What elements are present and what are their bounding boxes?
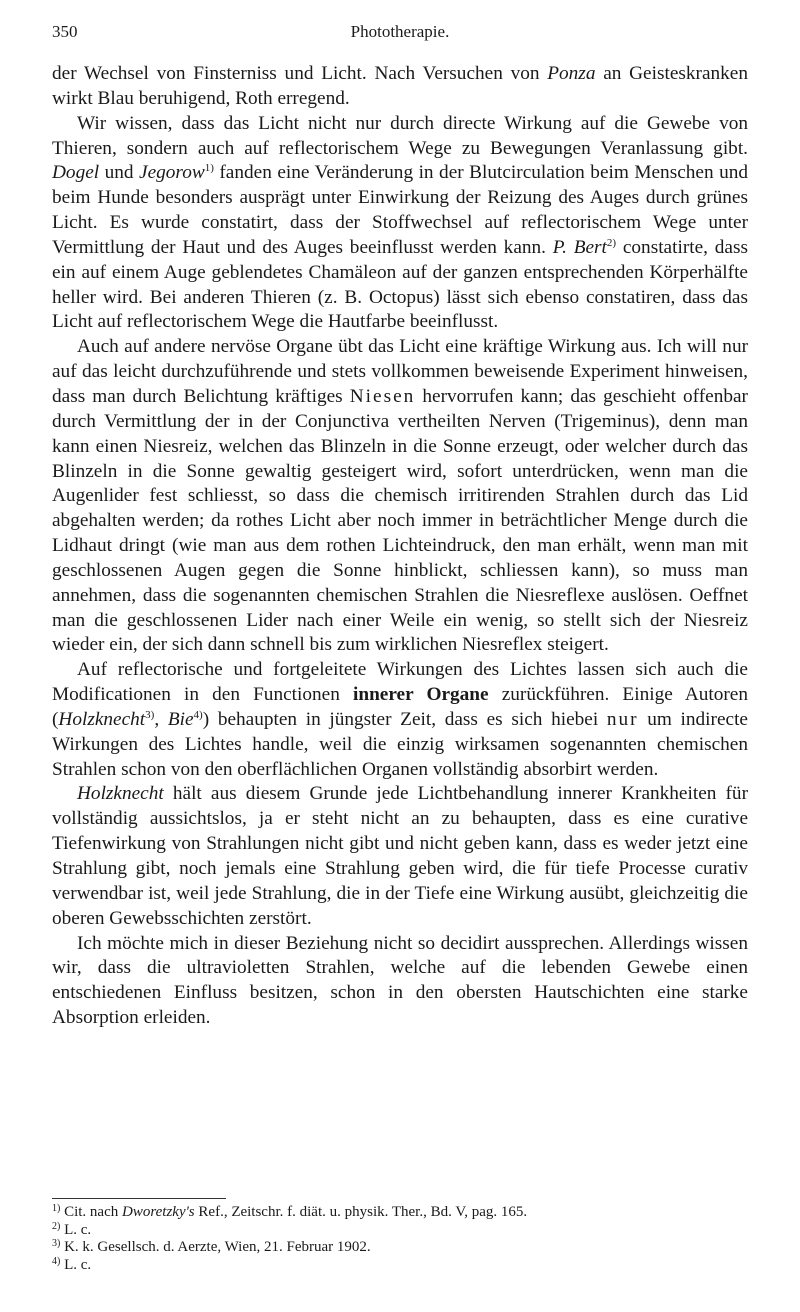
paragraph-3: Auch auf andere nervöse Organe übt das Licht eine kräftige Wirkung aus. Ich will nur auf das leicht durchzuführende und stets vollkommen beweisende Experiment hinweisen, dass man durch Belichtung kräftiges Niesen hervorrufen kann; das geschieht offenbar durch Vermittlung der in der Conjunctiva vertheilten Nerven (Trigeminus), denn man kann einen Niesreiz, welchen das Blinzeln in die Sonne erzeugt, oder welcher durch das Blinzeln in die Sonne gewaltig gesteigert wird, sofort unterdrücken, wenn man die Augenlider fest schliesst, so dass die chemisch irritirenden Strahlen durch das Lid abgehalten werden; da rothes Licht aber noch immer in beträchtlicher Menge durch die Lidhaut dringt (wie man aus dem rothen Lichteindruck, den man erhält, wenn man mit geschlossenen Augen gegen die Sonne hinblickt, schliessen kann), so muss man annehmen, dass die sogenannten chemischen Strahlen die Niesreflexe auslösen. Oeffnet man die geschlossenen Lider nach einer Weile ein wenig, so stellt sich der Niesreiz wieder ein, der sich dann schnell bis zum wirklichen Niesreflex steigert. <box>52 336 748 656</box>
footnote-divider <box>52 1198 226 1199</box>
footnote-2: $^{2)}$ L. c. <box>52 1220 92 1238</box>
author-dogel: Dogel <box>52 162 100 184</box>
page-header <box>52 18 748 48</box>
footnote-ref-4: 4) <box>193 708 203 721</box>
emphasis-innerer-organe: innerer Organe <box>352 684 489 706</box>
paragraph-4: Auf reflectorische und fortgeleitete Wirkungen des Lichtes lassen sich auch die Modificationen in den Functionen innerer Organe zurückführen. Einige Autoren (Holzknecht$^{3)}$, Bie$^{4)}$) behaupten in jüngster Zeit, dass es sich hiebei nur um indirecte Wirkungen des Lichtes handle, weil die einzig wirksamen sogenannten chemischen Strahlen schon von den oberflächlichen Organen vollständig absorbirt werden. <box>52 659 749 780</box>
author-bie: Bie <box>167 708 194 730</box>
emphasis-niesen: Niesen <box>349 385 416 407</box>
footnote-3: $^{3)}$ K. k. Gesellsch. d. Aerzte, Wien, 21. Februar 1902. <box>52 1238 371 1255</box>
footnote-1: $^{1)}$ Cit. nach Dworetzky's Ref., Zeitschr. f. diät. u. physik. Ther., Bd. V, pag. 165. <box>52 1203 528 1220</box>
running-title: Phototherapie. <box>350 22 450 41</box>
footnote-4: $^{4)}$ L. c. <box>52 1255 92 1273</box>
page-number: 350 <box>52 22 78 41</box>
body-text <box>52 62 748 1031</box>
author-jegorow: Jegorow <box>139 162 205 184</box>
footnote-ref-1: 1) <box>204 162 214 175</box>
paragraph-6: Ich möchte mich in dieser Beziehung nicht so decidirt aussprechen. Allerdings wissen wir, dass die ultravioletten Strahlen, welche auf die lebenden Gewebe einen entschiedenen Einfluss besitzen, schon in den obersten Hautschichten eine starke Absorption erleiden. <box>52 932 748 1029</box>
author-ponza: Ponza <box>547 63 596 84</box>
footnotes <box>52 1204 748 1274</box>
footnote-ref-2: 2) <box>606 236 617 249</box>
author-holzknecht: Holzknecht <box>77 783 164 805</box>
paragraph-5: Holzknecht hält aus diesem Grunde jede Lichtbehandlung innerer Krankheiten für vollständig aussichtslos, ja er steht nicht an zu behaupten, dass es eine curative Tiefenwirkung von Strahlungen nicht gibt und nicht geben kann, dass es weder jetzt eine Strahlung gibt, noch jemals eine Strahlung geben wird, die für tiefe Processe curativ verwendbar ist, weil jede Strahlung, die in der Tiefe eine Wirkung ausübt, gleichzeitig die oberen Gewebsschichten zerstört. <box>52 783 748 929</box>
footnote-ref-3: 3) <box>145 708 155 721</box>
paragraph-1: der Wechsel von Finsterniss und Licht. Nach Versuchen von Ponza an Geisteskranken wirkt Blau beruhigend, Roth erregend. <box>52 63 748 109</box>
paragraph-2: Wir wissen, dass das Licht nicht nur durch directe Wirkung auf die Gewebe von Thieren, sondern auch auf reflectorischem Wege zu Bewegungen Veranlassung gibt. Dogel und Jegorow$^{1)}$ fanden eine Veränderung in der Blutcirculation beim Menschen und beim Hunde besonders ausprägt unter Einwirkung der Reizung des Auges durch grünes Licht. Es wurde constatirt, dass der Stoffwechsel auf reflectorischem Wege unter Vermittlung der Haut und des Auges beeinflusst werden kann. P. Bert$^{2)}$ constatirte, dass ein auf einem Auge geblendetes Chamäleon auf der ganzen entsprechenden Körperhälfte heller wird. Bei anderen Thieren (z. B. Octopus) lässt sich ebenso constatiren, dass das Licht auf reflectorischem Wege die Hautfarbe beeinflusst. <box>52 112 749 333</box>
author-holzknecht: Holzknecht <box>58 708 146 730</box>
author-bert: P. Bert <box>552 236 607 258</box>
emphasis-nur: nur <box>606 708 639 730</box>
